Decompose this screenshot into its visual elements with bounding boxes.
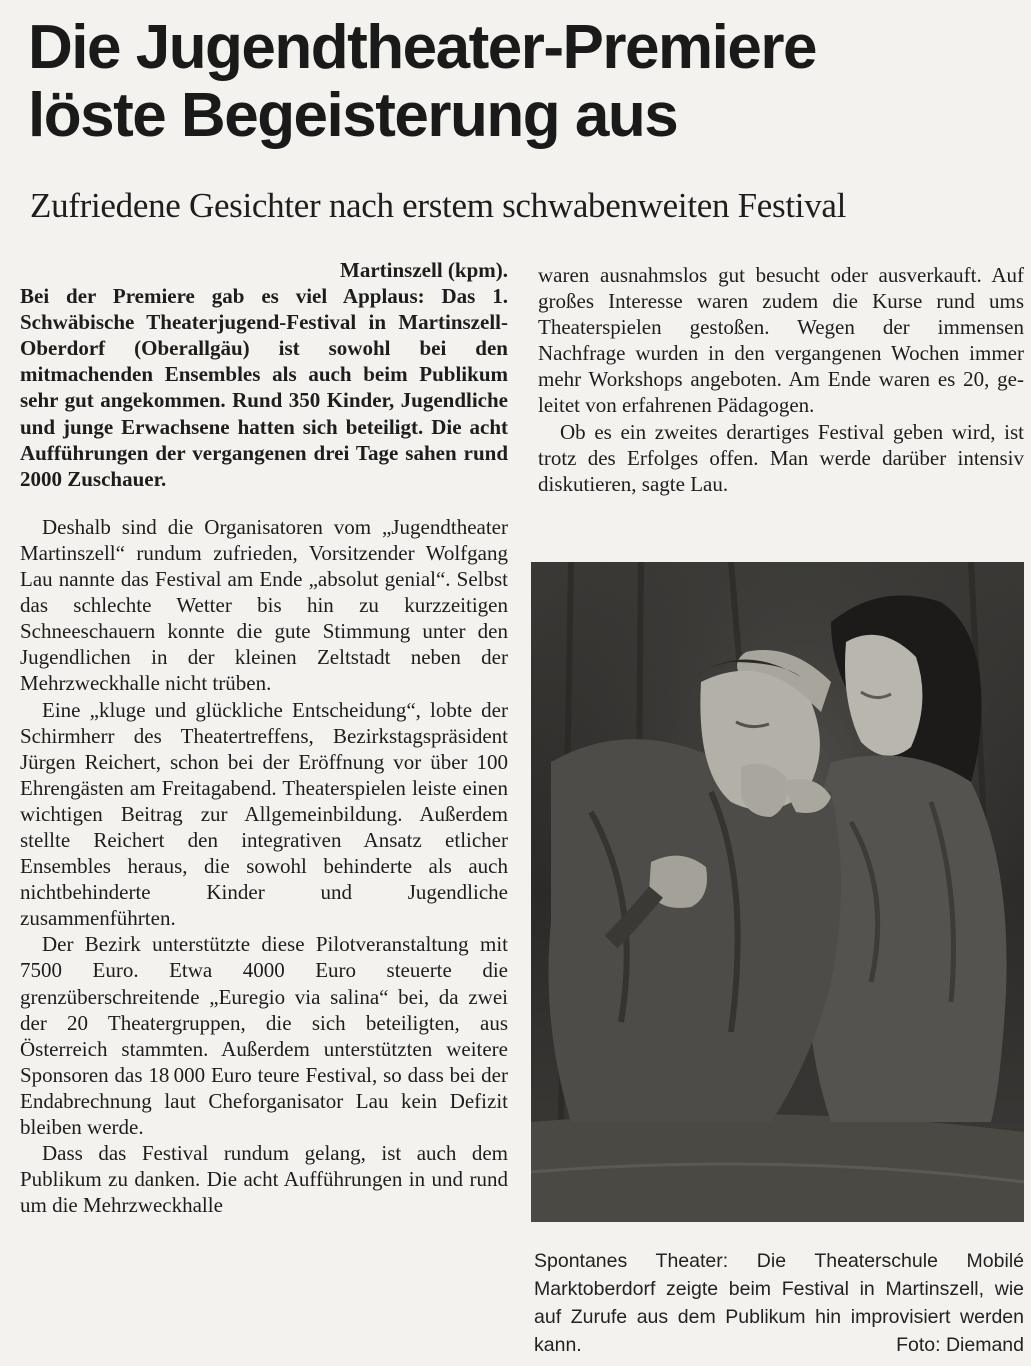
article-photo	[531, 562, 1024, 1222]
headline-line-1: Die Jugendtheater-Premiere	[28, 13, 816, 82]
headline	[28, 14, 1018, 150]
body-paragraph-5: waren ausnahmslos gut besucht oder ausverkauft. Auf großes Interesse waren zudem die Kurse rund ums Theaterspielen gestoßen. Wegen der immensen Nachfrage wurden in den vergangenen Wochen immer mehr Workshops angeboten. Am Ende waren es 20, geleitet von erfahrenen Pädagogen.	[538, 263, 1024, 418]
body-paragraph-2: Eine „kluge und glückliche Entscheidung“, lobte der Schirmherr des Theatertreffens, Bezirkstagspräsident Jürgen Reichert, schon bei der Eröffnung vor über 100 Ehrengästen am Freitagabend. Theaterspielen leiste einen wichtigen Beitrag zur Allgemeinbildung. Außerdem stellte Reichert den integrativen Ansatz etlicher Ensembles heraus, die sowohl behinderte als auch nichtbehinderte Kinder und Jugendliche zusammenführten.	[20, 697, 508, 931]
body-paragraph-1: Deshalb sind die Organisatoren vom „Jugendtheater Martinszell“ rundum zufrieden, Vorsitzender Wolfgang Lau nannte das Festival am Ende „absolut genial“. Selbst das schlechte Wetter bis hin zu kurzzeitigen Schneeschauern konnte die gute Stimmung unter den Jugendlichen in der kleinen Zeltstadt neben der Mehrzweckhalle nicht trüben.	[20, 514, 508, 696]
caption-text: Spontanes Theater: Die Theaterschule Mobilé Marktoberdorf zeigte beim Festival in Martinszell, wie auf Zurufe aus dem Publikum hin improvisiert werden kann.	[534, 1250, 1024, 1356]
subheadline: Zufriedene Gesichter nach erstem schwabenweiten Festival	[30, 186, 847, 225]
body-paragraph-4: Dass das Festival rundum gelang, ist auch dem Publikum zu danken. Die acht Aufführungen in und rund um die Mehrzweckhalle	[20, 1141, 508, 1218]
body-paragraph-3: Der Bezirk unterstützte diese Pilotveranstaltung mit 7500 Euro. Etwa 4000 Euro steuerte die grenzüberschreitende „Euregio via salina“ bei, da zwei der 20 Theatergruppen, die sich beteiligten, aus Österreich stammten. Außerdem unterstützten weitere Sponsoren das 18 000 Euro teure Festival, so dass bei der Endabrechnung laut Cheforganisator Lau kein Defizit bleiben werde.	[20, 932, 508, 1139]
photo-credit: Foto: Diemand	[896, 1334, 1024, 1356]
lead-paragraph: Bei der Premiere gab es viel Applaus: Das 1. Schwäbische Theaterjugend-Festival in Martinszell-Oberdorf (Oberallgäu) ist sowohl bei den mitmachenden Ensembles als auch beim Publikum sehr gut angekommen. Rund 350 Kinder, Jugendliche und junge Erwachsene hatten sich beteiligt. Die acht Aufführungen der vergangenen drei Tage sahen rund 2000 Zuschauer.	[20, 284, 508, 491]
article-column-left	[20, 257, 508, 1218]
headline-line-2: löste Begeisterung aus	[28, 81, 678, 150]
dateline: Martinszell (kpm).	[340, 258, 508, 282]
article-column-right	[538, 262, 1024, 497]
paragraph-gap	[20, 492, 508, 514]
body-paragraph-6: Ob es ein zweites derartiges Festival geben wird, ist trotz des Erfolges offen. Man werde darüber intensiv diskutieren, sagte Lau.	[538, 419, 1024, 496]
theater-photo-illustration	[531, 562, 1024, 1222]
photo-caption	[534, 1247, 1024, 1359]
